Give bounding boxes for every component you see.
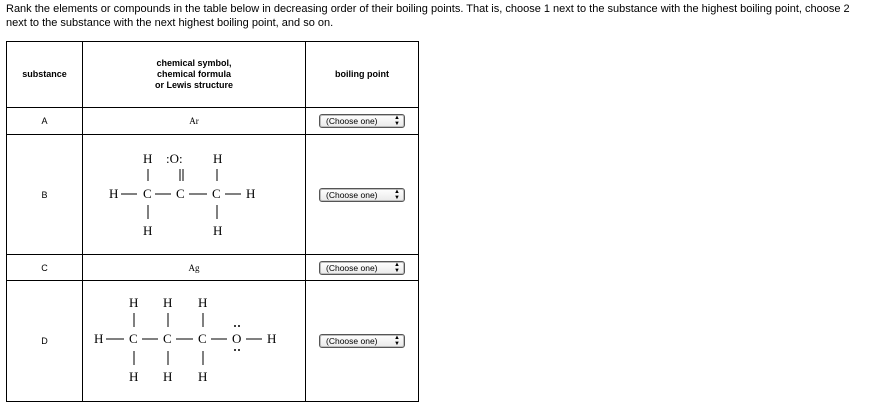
header-boiling-point: boiling point (306, 42, 419, 108)
table-row (7, 135, 419, 255)
chemical-symbol: Ar (83, 108, 306, 135)
atom-h: H (198, 369, 208, 384)
chemical-symbol: Ag (83, 255, 306, 281)
atom-h: H (246, 185, 256, 201)
lewis-structure-d (83, 281, 306, 402)
atom-c: C (198, 331, 207, 346)
atom-o: O (232, 331, 242, 346)
atom-o: :O: (166, 150, 183, 166)
rank-select[interactable] (319, 261, 405, 275)
atom-h: H (143, 222, 153, 238)
atom-h: H (267, 331, 277, 346)
atom-h: H (129, 369, 139, 384)
table-row (7, 108, 419, 135)
instructions-text: Rank the elements or compounds in the table below in decreasing order of their boiling points. That is, choose 1 next to the substance with the highest boiling point, choose 2 next to the substance with the next highest boiling point, and so on. (6, 3, 850, 29)
boiling-point-cell (306, 135, 419, 255)
atom-h: H (213, 150, 223, 166)
substance-label: C (7, 255, 83, 281)
boiling-point-cell (306, 281, 419, 402)
atom-h: H (163, 369, 173, 384)
lone-pair-dot (234, 325, 236, 327)
substance-label: B (7, 135, 83, 255)
chevron-updown-icon: ▲ ▼ (394, 188, 400, 201)
lewis-structure-b-drawing (109, 145, 279, 245)
atom-c: C (129, 331, 138, 346)
ranking-table (6, 41, 419, 402)
lone-pair-dot (238, 349, 240, 351)
rank-select-value: (Choose one) (326, 116, 378, 126)
boiling-point-cell (306, 255, 419, 281)
atom-c: C (212, 185, 221, 201)
rank-select-value: (Choose one) (326, 336, 378, 346)
atom-h: H (163, 295, 173, 310)
chevron-updown-icon: ▲ ▼ (394, 261, 400, 274)
rank-select[interactable] (319, 114, 405, 128)
atom-h: H (143, 150, 153, 166)
header-substance: substance (7, 42, 83, 108)
table-row (7, 255, 419, 281)
chevron-updown-icon: ▲ ▼ (394, 335, 400, 347)
rank-select[interactable] (319, 334, 405, 348)
rank-select-value: (Choose one) (326, 189, 378, 200)
header-formula: chemical symbol, chemical formula or Lewis structure (83, 42, 306, 108)
substance-label: A (7, 108, 83, 135)
lone-pair-dot (234, 349, 236, 351)
atom-h: H (109, 185, 119, 201)
atom-h: H (94, 331, 104, 346)
substance-label: D (7, 281, 83, 402)
lewis-structure-b (83, 135, 306, 255)
rank-select-value: (Choose one) (326, 262, 378, 273)
chevron-updown-icon: ▲ ▼ (394, 115, 400, 127)
lewis-structure-d-drawing (94, 291, 294, 391)
atom-h: H (198, 295, 208, 310)
atom-h: H (213, 222, 223, 238)
rank-select[interactable] (319, 188, 405, 202)
atom-c: C (163, 331, 172, 346)
lone-pair-dot (238, 325, 240, 327)
atom-c: C (143, 185, 152, 201)
table-header-row (7, 42, 419, 108)
atom-h: H (129, 295, 139, 310)
boiling-point-cell (306, 108, 419, 135)
table-row (7, 281, 419, 402)
atom-c: C (176, 185, 185, 201)
